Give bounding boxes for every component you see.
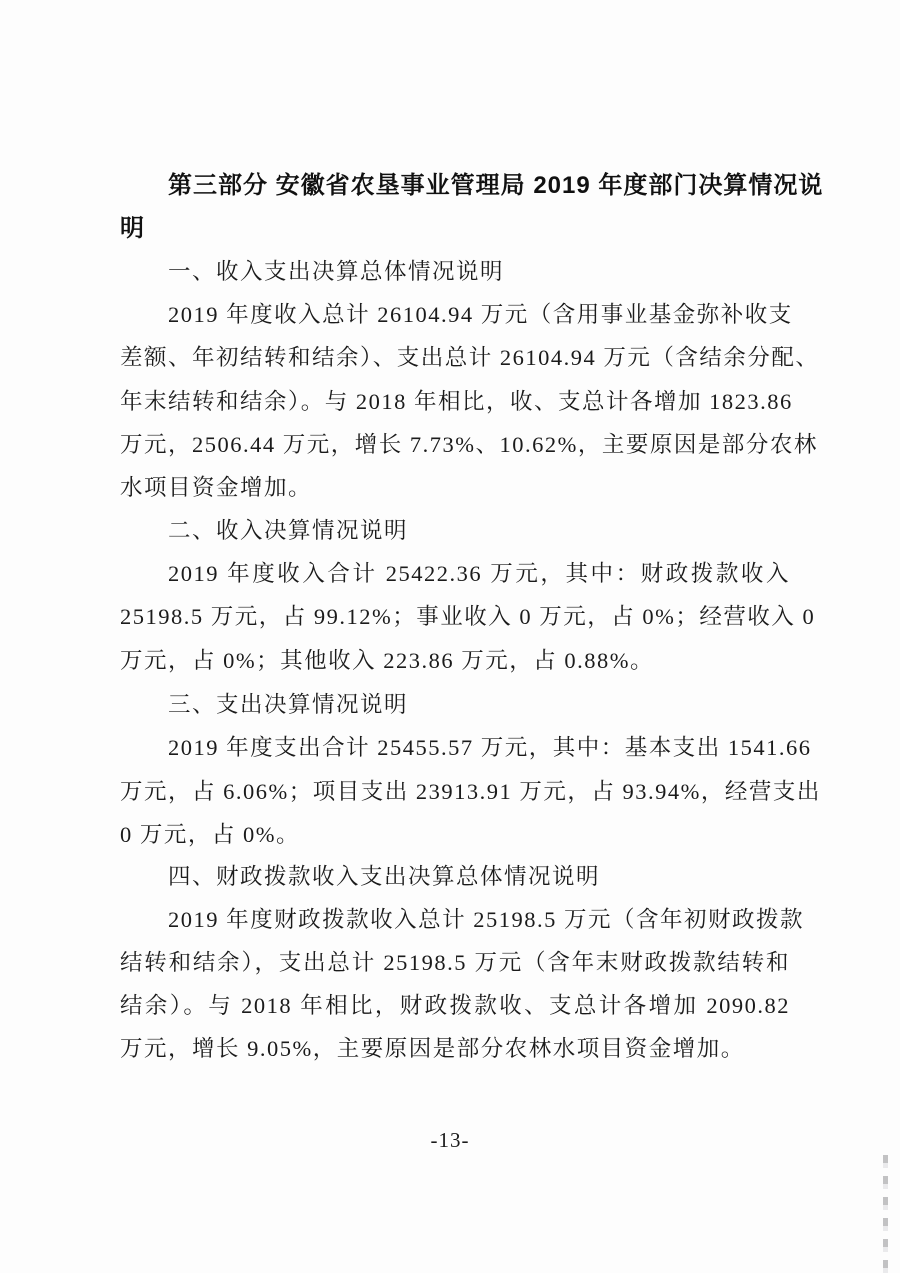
text-line: 2019 年度收入总计 26104.94 万元（含用事业基金弥补收支	[168, 302, 793, 327]
section-heading-2: 二、收入决算情况说明	[168, 518, 409, 543]
text-line: 万元，占 6.06%；项目支出 23913.91 万元，占 93.94%，经营支出	[120, 779, 821, 804]
text-line: 水项目资金增加。	[120, 475, 313, 500]
text-line: 2019 年度收入合计 25422.36 万元，其中：财政拨款收入	[168, 561, 790, 586]
section-heading-4: 四、财政拨款收入支出决算总体情况说明	[168, 864, 601, 889]
text-line: 2019 年度财政拨款收入总计 25198.5 万元（含年初财政拨款	[168, 907, 805, 932]
section-heading-1: 一、收入支出决算总体情况说明	[168, 259, 505, 284]
text-line: 结余）。与 2018 年相比，财政拨款收、支总计各增加 2090.82	[120, 993, 790, 1018]
text-line: 2019 年度支出合计 25455.57 万元，其中：基本支出 1541.66	[168, 735, 812, 760]
text-line: 差额、年初结转和结余）、支出总计 26104.94 万元（含结余分配、	[120, 345, 820, 370]
text-line: 万元，占 0%；其他收入 223.86 万元，占 0.88%。	[120, 648, 654, 673]
page-number: -13-	[430, 1128, 470, 1152]
document-title-line-1: 第三部分 安徽省农垦事业管理局 2019 年度部门决算情况说	[168, 172, 824, 199]
text-line: 万元，增长 9.05%，主要原因是部分农林水项目资金增加。	[120, 1036, 745, 1061]
text-line: 年末结转和结余）。与 2018 年相比，收、支总计各增加 1823.86	[120, 389, 793, 414]
section-heading-3: 三、支出决算情况说明	[168, 692, 409, 717]
text-line: 结转和结余），支出总计 25198.5 万元（含年末财政拨款结转和	[120, 950, 790, 975]
text-line: 万元，2506.44 万元，增长 7.73%、10.62%，主要原因是部分农林	[120, 432, 818, 457]
text-line: 0 万元，占 0%。	[120, 822, 300, 847]
text-line: 25198.5 万元，占 99.12%；事业收入 0 万元，占 0%；经营收入 0	[120, 604, 816, 629]
scan-artifact-line	[883, 1155, 888, 1273]
document-title-line-2: 明	[120, 215, 145, 242]
